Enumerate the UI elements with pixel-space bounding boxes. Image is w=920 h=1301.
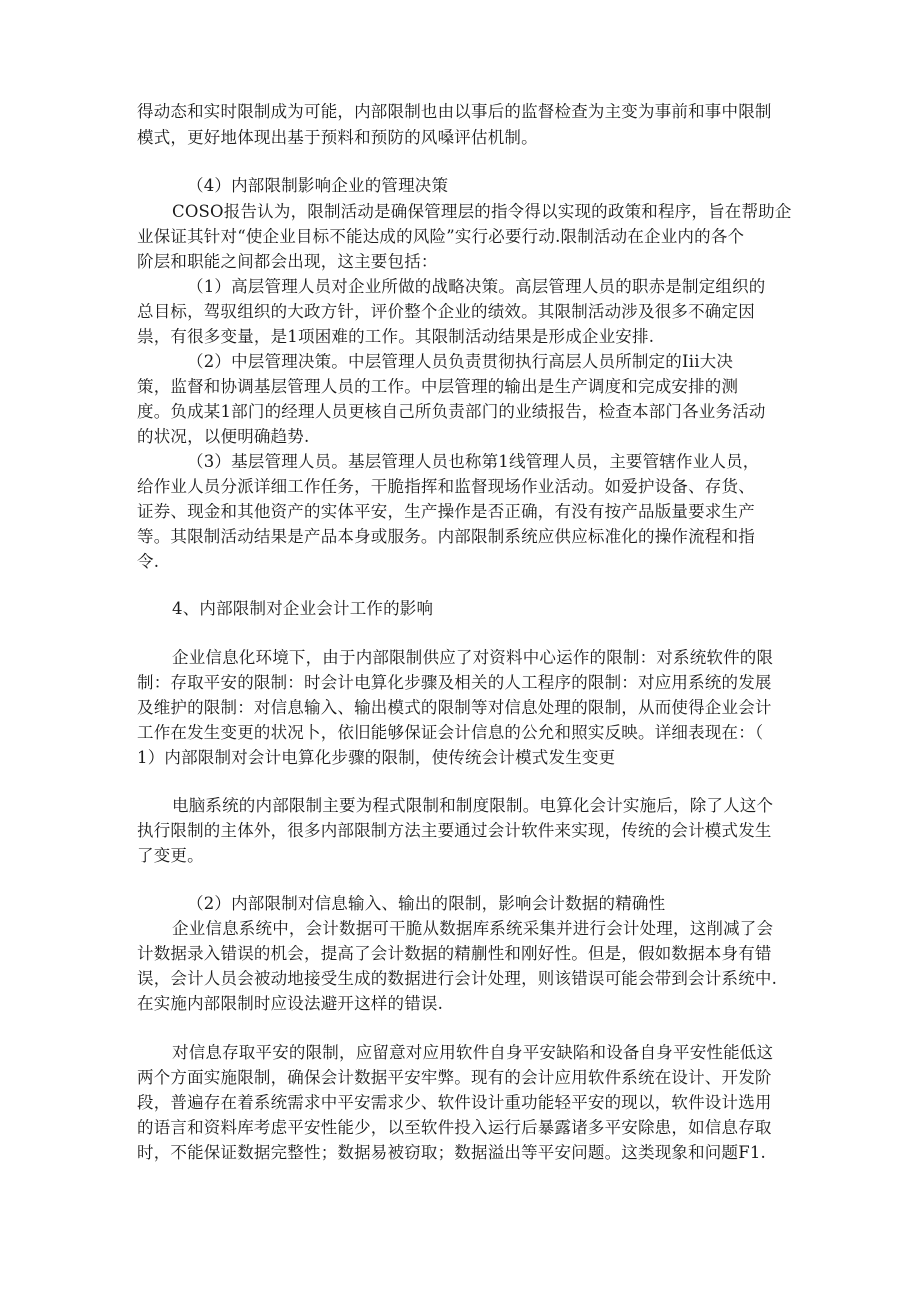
text-line: 工作在发生变更的状况卜，依旧能够保证会计信息的公允和照实反映。详细表现在：（ [137, 723, 764, 742]
text-line: 执行限制的主体外，很多内部限制方法主要通过会计软件来实现，传统的会计模式发生 [137, 821, 772, 840]
text-line: 段，普遍存在着系统需求中平安需求少、软件设计重功能轻平安的现以，软件设计选用 [137, 1093, 772, 1112]
text-line: 企业信息化环境下，由于内部限制供应了对资料中心运作的限制：对系统软件的限 [172, 648, 774, 667]
text-line: 模式，更好地体现出基于预料和预防的风嗓评估机制。 [137, 128, 538, 147]
text-line: 制：存取平安的限制：时会计电算化步骤及相关的人工程序的限制：对应用系统的发展 [137, 673, 772, 692]
text-line: 计数据录入错误的机会，提高了会计数据的精蒯性和刚好性。但是，假如数据本身有错 [137, 944, 772, 963]
section-heading: （2）内部限制对信息输入、输出的限制，影响会计数据的精确性 [187, 894, 666, 913]
text-line: 误，会计人员会被动地接受生成的数据进行会计处理，则该错误可能会带到会计系统中. [137, 969, 778, 988]
text-line: 1）内部限制对会计电算化步骤的限制，使传统会计模式发生变更 [137, 748, 616, 767]
text-line: 总目标，驾驭组织的大政方针，评价整个企业的绩效。其限制活动涉及很多不确定因 [137, 302, 755, 321]
text-line: 两个方面实施限制，确保会计数据平安牢弊。现有的会计应用软件系统在设计、开发阶 [137, 1068, 772, 1087]
text-line: 的语言和资料库考虑平安性能少，以至软件投入运行后暴露诸多平安除患，如信息存取 [137, 1118, 772, 1137]
text-line: 及维护的限制：对信息输入、输出模式的限制等对信息处理的限制，从而使得企业会计 [137, 698, 772, 717]
text-line: 给作业人员分派详细工作任务，干脆指挥和监督现场作业活动。如爱护设备、存货、 [137, 477, 755, 496]
text-line: 度。负成某1部门的经理人员更核自己所负责部门的业绩报告，检查本部门各业务活动 [137, 402, 766, 421]
text-line: 证券、现金和其他资产的实体平安，生产操作是否正确，有没有按产品版量要求生产 [137, 502, 755, 521]
section-heading: 4、内部限制对企业会计工作的影响 [172, 599, 434, 618]
text-line: 得动态和实时限制成为可能，内部限制也由以事后的监督检查为主变为事前和事中限制 [137, 102, 772, 121]
text-line: 在实施内部限制时应设法避开这样的错误. [137, 994, 444, 1013]
text-line: 阶层和职能之间都会出现，这主要包括： [137, 252, 438, 271]
text-line: 策，监督和协调基层管理人员的工作。中层管理的输出是生产调度和完成安排的测 [137, 377, 739, 396]
text-line: 祟，有很多变量，是1项困难的工作。其限制活动结果是形成企业安排. [137, 327, 655, 346]
text-line: 时，不能保证数据完整性；数据易被窃取；数据溢出等平安问题。这类现象和问题F1. [137, 1143, 766, 1162]
text-line: （1）高层管理人员对企业所做的战略决策。高层管理人员的职赤是制定组织的 [187, 277, 766, 296]
text-line: 对信息存取平安的限制，应留意对应用软件自身平安缺陷和设备自身平安性能低这 [172, 1043, 774, 1062]
text-line: （3）基层管理人员。基层管理人员也称第1线管理人员，主要管辖作业人员， [187, 452, 760, 471]
section-heading: （4）内部限制影响企业的管理决策 [187, 176, 449, 195]
text-line: 令. [137, 552, 160, 571]
text-line: 电脑系统的内部限制主要为程式限制和制度限制。电算化会计实施后，除了人这个 [172, 796, 774, 815]
text-line: 企业信息系统中，会计数据可干脆从数据库系统采集并进行会计处理，这削减了会 [172, 919, 774, 938]
text-line: 的状况，以便明确趋势. [137, 427, 310, 446]
text-line: 了变更。 [137, 846, 204, 865]
text-line: 业保证其针对“使企业目标不能达成的风险”实行必要行动.限制活动在企业内的各个 [137, 227, 745, 246]
text-line: 等。其限制活动结果是产品本身或服务。内部限制系统应供应标准化的操作流程和指 [137, 527, 755, 546]
text-line: （2）中层管理决策。中层管理人员负责贯彻执行高层人员所制定的Iii大决 [187, 352, 734, 371]
text-line: COSO报告认为，限制活动是确保管理层的指令得以实现的政策和程序，旨在帮助企 [172, 202, 792, 221]
